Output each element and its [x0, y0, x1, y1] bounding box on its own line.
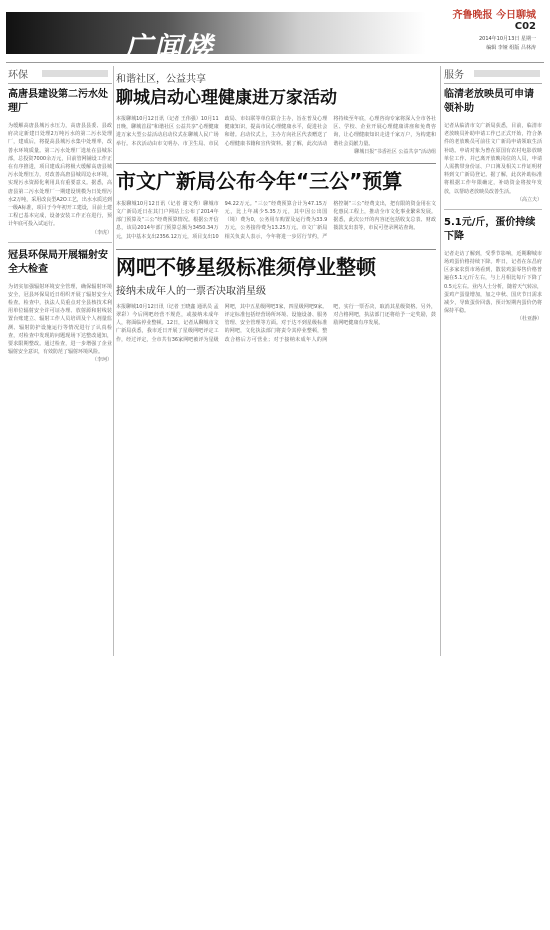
article-divider — [116, 163, 436, 164]
newspaper-brand: 齐鲁晚报 今日聊城 — [452, 10, 536, 21]
masthead — [6, 4, 544, 64]
left-column — [8, 66, 112, 363]
right-column — [444, 66, 542, 322]
article-body: 为切实加强辐射环境安全管理，确保辐射环境安全，冠县环保局近日组织开展了辐射安全大检查。检查中，执法人员重点对全县核技术利用单位辐射安全许可证办理、放射源和射线装置台账建立、辐射工作人员培训及个人剂量监测、辐射防护设施运行等情况进行了认真检查，对检查中发现的问题现场下达整改通知，要求限期整改。通过检查，进一步增强了企业辐射安全意识，有效防范了辐射环境风险。 — [8, 283, 112, 356]
article-kicker: 和谐社区，公益共享 — [116, 74, 206, 85]
article-byline: （杜亚静） — [516, 316, 542, 323]
article-title: 冠县环保局开展辐射安全大检查 — [8, 249, 108, 275]
masthead-banner — [6, 12, 426, 64]
section-bar — [474, 70, 540, 77]
issue-date: 2014年10月13日 星期一 — [478, 36, 536, 42]
article-body: 为缓解高唐县城污水压力，高唐县县委、县政府决定新建日处理2万吨污水的第二污水处理厂，建成后，将提高县城污水集中处理率，改善水环境质量。第二污水处理厂选址在县城东部，总投资7000余万元，目前管网铺设工作正在有序推进，项目建成后将极大缓解高唐县城污水处理压力，对改善高唐县城周边水环境，实现污水资源化利用具有重要意义。据悉，高唐县第二污水处理厂一期建设规模为日处理污水2万吨，采用改良型A2O工艺，出水水质达到一级A标准，项目于今年初开工建设，目前土建工程已基本完成，设备安装工作正在进行，预计年底可投入试运行。 — [8, 123, 112, 228]
article-body: 记者走访了解到，受季节影响，近期聊城市场鸡蛋价格持续下降。昨日，记者在东昌府区多家农贸市场看到，散装鸡蛋零售价格普遍在5.1元/斤左右，与上月相比每斤下降了0.5元左右。业内人士分析，随着天气转凉，蛋鸡产蛋量增加，加之中秋、国庆节日需求减少，导致蛋价回落，预计短期内蛋价仍将保持平稳。 — [444, 250, 542, 315]
masthead-divider — [6, 62, 544, 63]
page-number: C02 — [514, 21, 536, 32]
article-byline: （高立夫） — [516, 196, 542, 203]
column-rule — [113, 66, 114, 656]
article-title: 5.1元/斤，蛋价持续下降 — [444, 216, 536, 242]
section-title: 广闻楼 — [124, 31, 215, 64]
article-divider — [444, 209, 542, 210]
article-byline: （李虎） — [91, 229, 112, 236]
center-column — [116, 66, 436, 344]
article-headline: 聊城启动心理健康进万家活动 — [116, 88, 337, 108]
section-label-service — [444, 66, 542, 84]
article-subheadline: 接纳未成年人的一票否决取消星级 — [116, 285, 266, 297]
article-body: 本报聊城10月12日讯（记者 王晓鑫 通讯员 孟翠彩）今后网吧经营不规范，或接纳未成年人，将面临停业整顿。12日，记者从聊城市文广新局获悉，我市近日开展了星级网吧评定工作，经过评定，全市共有36家网吧被评为星级网吧，其中五星级网吧3家，四星级网吧9家。评定标准包括经营场所环境、设施设备、服务管理、安全管理等方面。对于达不到星级标准的网吧，文化执法部门将责令其停业整顿，整改合格后方可营业；对于接纳未成年人的网吧，实行一票否决，取消其星级资格。另外，对合格网吧，执法部门还将给予一定奖励，鼓励网吧健康有序发展。 — [116, 303, 436, 343]
column-rule — [440, 66, 441, 656]
article-divider — [8, 242, 112, 243]
article-body: 记者从临清市文广新局获悉，目前，临清市老放映员补助申请工作已正式开始，符合条件的老放映员可前往文广新局申请领取生活补助。申请对象为曾在原国有农村电影放映单位工作、并已离开放映岗位的人员，申请人需携带身份证、户口簿及相关工作证明材料到文广新局登记。据了解，此次补助标准将根据工作年限确定，补助资金将按年发放，以帮助老放映员改善生活。 — [444, 123, 542, 195]
article-byline: 聊城日报“书香社区 公益共享”活动组 — [354, 148, 436, 155]
section-label-text: 服务 — [444, 70, 464, 81]
section-label-environment — [8, 66, 112, 84]
article-divider — [116, 249, 436, 250]
article-headline: 市文广新局公布今年“三公”预算 — [116, 168, 403, 193]
section-label-text: 环保 — [8, 70, 28, 81]
article-title: 高唐县建设第二污水处理厂 — [8, 89, 108, 114]
article-body: 本报聊城10月12日讯（记者 王伟强）10月11日晚，聊城首届“和谐社区 公益共享”心理健康进万家大型公益活动启动仪式在聊城人民广场举行。本次活动由市文明办、市卫生局、市民政局、市妇联等单位联合主办，旨在普及心理健康知识，提高市民心理健康水平，促进社会和谐。启动仪式上，主办方向社区代表赠送了心理健康书籍和宣传资料。据了解，此次活动将持续至年底，心理咨询专家将深入全市各社区、学校、企业开展心理健康讲座和免费咨询，让心理健康知识走进千家万户，为构建和谐社会贡献力量。 — [116, 116, 436, 147]
article-headline: 网吧不够星级标准须停业整顿 — [116, 254, 376, 279]
article-title: 临清老放映员可申请领补助 — [444, 89, 534, 114]
article-byline: （李珂） — [91, 357, 112, 364]
editor-credits: 编辑 李娅 组版 吕林涛 — [486, 45, 536, 51]
section-bar — [42, 70, 108, 77]
article-body: 本报聊城10月12日讯（记者 谢文秀）聊城市文广新局近日在其门户网站上公布了2014年部门预算及“三公”经费预算情况。根据公开信息，该局2014年部门预算总额为3450.34万元，其中基本支出2356.12万元，项目支出1094.22万元。“三公”经费预算合计为47.15万元，比上年减少5.35万元，其中因公出国（境）费为0，公务用车购置及运行费为33.9万元，公务接待费为13.25万元。市文广新局相关负责人表示，今年将进一步厉行节约，严格控制“三公”经费支出，把有限的资金用在文化惠民工程上，推动全市文化事业繁荣发展。据悉，此次公开的内容还包括收支总表、财政拨款支出表等，市民可登录网站查询。 — [116, 200, 436, 240]
